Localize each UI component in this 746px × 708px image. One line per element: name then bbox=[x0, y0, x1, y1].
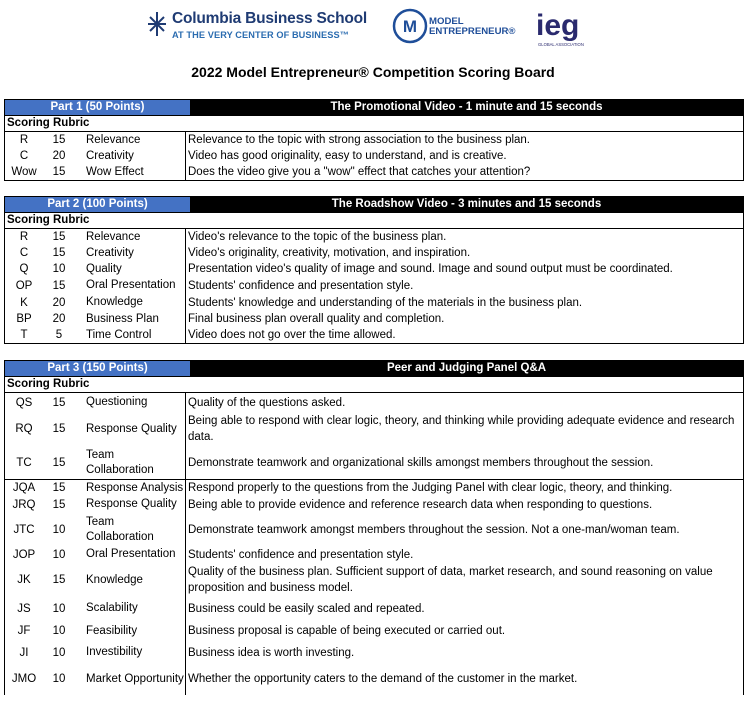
criterion-points: 15 bbox=[52, 456, 66, 469]
criterion-description: Does the video give you a "wow" effect that catches your attention? bbox=[185, 164, 743, 180]
criterion-name: Investibility bbox=[86, 646, 143, 658]
criterion-description: Respond properly to the questions from the Judging Panel with clear logic, theory, and thinking. bbox=[185, 480, 743, 496]
ieg-subtitle: GLOBAL ASSOCIATION bbox=[538, 42, 584, 47]
criterion-description: Video does not go over the time allowed. bbox=[185, 327, 743, 343]
table-row bbox=[5, 294, 743, 311]
criterion-name: Oral Presentation bbox=[86, 279, 176, 291]
criterion-code: JRQ bbox=[12, 498, 36, 511]
criterion-name: Response Analysis bbox=[86, 481, 184, 494]
criterion-description: Presentation video's quality of image and sound. Image and sound output must be coordinated. bbox=[185, 261, 743, 277]
criterion-name: Business Plan bbox=[86, 312, 159, 325]
criterion-name: Time Control bbox=[86, 328, 152, 341]
criterion-points: 10 bbox=[52, 602, 66, 615]
criterion-name: Relevance bbox=[86, 230, 141, 243]
model-entrepreneur-emblem-icon bbox=[392, 8, 428, 44]
criterion-points: 10 bbox=[52, 263, 66, 275]
criterion-name: Response Quality bbox=[86, 422, 177, 435]
section-header bbox=[5, 197, 743, 212]
criterion-description: Business proposal is capable of being executed or carried out. bbox=[185, 620, 743, 642]
criterion-name: Creativity bbox=[86, 246, 134, 259]
cbs-name: Columbia Business School bbox=[172, 10, 368, 27]
criterion-points: 15 bbox=[52, 396, 66, 409]
table-row bbox=[5, 229, 743, 245]
criterion-code: K bbox=[20, 296, 28, 309]
criterion-description: Video's originality, creativity, motivation, and inspiration. bbox=[185, 245, 743, 261]
table-row bbox=[5, 620, 743, 642]
ieg-text: ieg bbox=[536, 9, 580, 42]
criterion-points: 15 bbox=[52, 498, 66, 511]
criterion-code: R bbox=[19, 134, 29, 146]
criterion-code: Wow bbox=[11, 166, 37, 178]
criterion-points: 20 bbox=[52, 296, 66, 309]
table-row bbox=[5, 148, 743, 164]
columbia-crown-icon bbox=[146, 11, 168, 37]
criterion-points: 20 bbox=[52, 150, 66, 162]
criterion-points: 15 bbox=[52, 574, 66, 586]
criterion-points: 10 bbox=[52, 548, 66, 561]
criterion-points: 5 bbox=[55, 329, 63, 341]
scoring-rubric-label: Scoring Rubric bbox=[5, 376, 743, 393]
criterion-points: 15 bbox=[52, 166, 66, 178]
part-label: Part 2 (100 Points) bbox=[5, 197, 190, 212]
criterion-code: RQ bbox=[15, 423, 33, 435]
scoring-rubric-label: Scoring Rubric bbox=[5, 212, 743, 229]
table-row bbox=[5, 164, 743, 180]
criterion-code: JQA bbox=[12, 482, 36, 494]
table-row bbox=[5, 563, 743, 597]
logo-banner bbox=[0, 0, 746, 52]
criterion-points: 10 bbox=[52, 673, 66, 685]
table-row bbox=[5, 513, 743, 546]
table-row bbox=[5, 393, 743, 412]
criterion-points: 15 bbox=[52, 134, 66, 146]
criterion-description: Whether the opportunity caters to the demand of the customer in the market. bbox=[185, 663, 743, 695]
criterion-name: Oral Presentation bbox=[86, 548, 176, 560]
part-label: Part 3 (150 Points) bbox=[5, 361, 190, 376]
table-row bbox=[5, 663, 743, 695]
criterion-description: Quality of the questions asked. bbox=[185, 393, 743, 412]
criterion-code: JTC bbox=[13, 523, 35, 536]
criterion-name: Creativity bbox=[86, 149, 134, 162]
criterion-description: Quality of the business plan. Sufficient support of data, market research, and sound reasoning on value proposition and business model. bbox=[185, 563, 743, 597]
part-heading: The Promotional Video - 1 minute and 15 seconds bbox=[190, 100, 743, 115]
criterion-points: 20 bbox=[52, 313, 66, 325]
criterion-code: TC bbox=[16, 456, 32, 469]
criterion-name: Team Collaboration bbox=[86, 515, 154, 543]
criterion-name: Market Opportunity bbox=[86, 672, 184, 685]
me-initials: M bbox=[402, 17, 418, 36]
criterion-description: Being able to respond with clear logic, theory, and thinking while providing adequate evidence and research data. bbox=[185, 412, 743, 446]
criterion-points: 10 bbox=[52, 625, 66, 637]
criterion-description: Relevance to the topic with strong association to the business plan. bbox=[185, 132, 743, 148]
criterion-description: Students' confidence and presentation style. bbox=[185, 546, 743, 563]
criterion-description: Business idea is worth investing. bbox=[185, 642, 743, 663]
rubric-rows bbox=[5, 393, 743, 695]
cbs-tagline: AT THE VERY CENTER OF BUSINESS™ bbox=[172, 30, 350, 40]
criterion-name: Knowledge bbox=[86, 296, 143, 308]
criterion-description: Being able to provide evidence and reference research data when responding to questions. bbox=[185, 496, 743, 513]
rubric-rows bbox=[5, 132, 743, 180]
rubric-rows bbox=[5, 229, 743, 343]
table-row bbox=[5, 446, 743, 479]
section-header bbox=[5, 100, 743, 115]
part-heading: Peer and Judging Panel Q&A bbox=[190, 361, 743, 376]
criterion-name: Relevance bbox=[86, 133, 141, 146]
table-row bbox=[5, 261, 743, 277]
table-row bbox=[5, 479, 743, 496]
criterion-points: 15 bbox=[52, 279, 66, 292]
table-row bbox=[5, 277, 743, 294]
part-heading: The Roadshow Video - 3 minutes and 15 seconds bbox=[190, 197, 743, 212]
criterion-points: 10 bbox=[52, 523, 66, 536]
table-row bbox=[5, 245, 743, 261]
criterion-name: Team Collaboration bbox=[86, 448, 154, 476]
me-line1: MODEL bbox=[429, 16, 464, 27]
criterion-code: BP bbox=[16, 313, 32, 325]
criterion-description: Demonstrate teamwork amongst members throughout the session. Not a one-man/woman team. bbox=[185, 513, 743, 546]
criterion-code: JI bbox=[19, 646, 29, 659]
criterion-name: Quality bbox=[86, 262, 122, 275]
criterion-description: Video has good originality, easy to understand, and is creative. bbox=[185, 148, 743, 164]
criterion-name: Questioning bbox=[86, 396, 148, 408]
criterion-points: 15 bbox=[52, 423, 66, 435]
table-row bbox=[5, 496, 743, 513]
criterion-description: Business could be easily scaled and repeated. bbox=[185, 597, 743, 620]
criterion-points: 15 bbox=[52, 231, 66, 243]
criterion-description: Video's relevance to the topic of the business plan. bbox=[185, 229, 743, 245]
criterion-code: OP bbox=[15, 279, 33, 292]
criterion-name: Knowledge bbox=[86, 573, 143, 586]
part-label: Part 1 (50 Points) bbox=[5, 100, 190, 115]
criterion-name: Feasibility bbox=[86, 624, 138, 637]
criterion-description: Students' confidence and presentation style. bbox=[185, 277, 743, 294]
table-row bbox=[5, 311, 743, 327]
criterion-code: R bbox=[19, 231, 29, 243]
criterion-code: JK bbox=[17, 574, 31, 586]
criterion-code: C bbox=[19, 247, 29, 259]
part-2-section bbox=[4, 196, 744, 344]
scoring-rubric-label: Scoring Rubric bbox=[5, 115, 743, 132]
criterion-name: Wow Effect bbox=[86, 165, 144, 178]
model-entrepreneur-logo bbox=[392, 8, 522, 46]
table-row bbox=[5, 132, 743, 148]
criterion-code: Q bbox=[19, 263, 29, 275]
part-1-section bbox=[4, 99, 744, 181]
criterion-description: Final business plan overall quality and completion. bbox=[185, 311, 743, 327]
criterion-code: JF bbox=[17, 625, 31, 637]
table-row bbox=[5, 597, 743, 620]
criterion-name: Scalability bbox=[86, 602, 138, 614]
columbia-business-school-logo bbox=[146, 9, 368, 43]
criterion-points: 15 bbox=[52, 482, 66, 494]
section-header bbox=[5, 361, 743, 376]
page-title: 2022 Model Entrepreneur® Competition Scoring Board bbox=[191, 64, 555, 80]
criterion-code: QS bbox=[15, 396, 33, 409]
criterion-code: JMO bbox=[11, 673, 37, 685]
criterion-name: Response Quality bbox=[86, 498, 177, 510]
criterion-points: 10 bbox=[52, 646, 66, 659]
me-line2: ENTREPRENEUR® bbox=[429, 26, 516, 37]
criterion-points: 15 bbox=[52, 247, 66, 259]
criterion-code: T bbox=[20, 329, 28, 341]
criterion-code: JS bbox=[17, 602, 31, 615]
criterion-code: C bbox=[19, 150, 29, 162]
table-row bbox=[5, 412, 743, 446]
part-3-section bbox=[4, 360, 744, 695]
criterion-code: JOP bbox=[12, 548, 36, 561]
criterion-description: Demonstrate teamwork and organizational skills amongst members throughout the session. bbox=[185, 446, 743, 479]
ieg-global-association-logo bbox=[534, 5, 604, 49]
table-row bbox=[5, 327, 743, 343]
table-row bbox=[5, 546, 743, 563]
criterion-description: Students' knowledge and understanding of the materials in the business plan. bbox=[185, 294, 743, 311]
table-row bbox=[5, 642, 743, 663]
